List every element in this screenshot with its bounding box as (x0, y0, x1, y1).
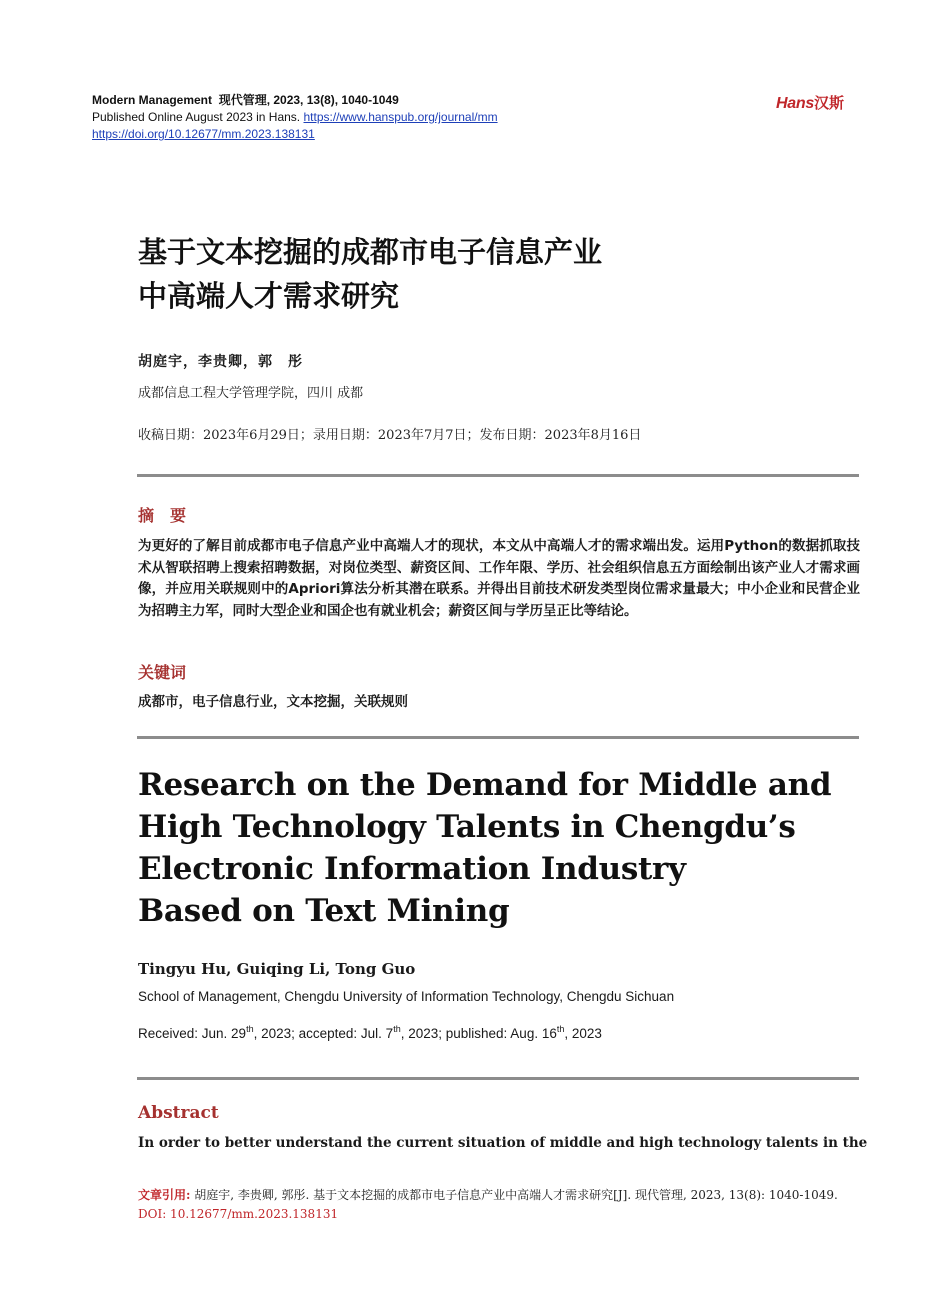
publication-line (92, 110, 498, 125)
doi-line (92, 127, 315, 142)
publisher-logo (776, 92, 844, 113)
divider (137, 736, 859, 739)
authors-en: Tingyu Hu, Guiqing Li, Tong Guo (138, 960, 416, 978)
affiliation-cn: 成都信息工程大学管理学院，四川 成都 (138, 386, 364, 401)
citation-text: 胡庭宇, 李贵卿, 郭彤. 基于文本挖掘的成都市电子信息产业中高端人才需求研究[J]. 现代管理, 2023, 13(8): 1040-1049. (194, 1188, 838, 1202)
journal-issue-info: 现代管理, 2023, 13(8), 1040-1049 (218, 93, 399, 107)
journal-name: Modern Management (92, 93, 213, 107)
abstract-heading-en: Abstract (138, 1103, 219, 1123)
keywords-cn: 成都市，电子信息行业，文本挖掘，关联规则 (138, 694, 408, 710)
abstract-text-cn: 为更好的了解目前成都市电子信息产业中高端人才的现状，本文从中高端人才的需求端出发。运用Python的数据抓取技术从智联招聘上搜索招聘数据，对岗位类型、薪资区间、工作年限、学历、社会组织信息五方面绘制出该产业人才需求画像，并应用关联规则中的Apriori算法分析其潜在联系。并得出目前技术研发类型岗位需求量最大；中小企业和民营企业为招聘主力军，同时大型企业和国企也有就业机会；薪资区间与学历呈正比等结论。 (138, 538, 860, 619)
title-en-line1: Research on the Demand for Middle and (138, 767, 832, 803)
dates-cn: 收稿日期：2023年6月29日；录用日期：2023年7月7日；发布日期：2023年8月16日 (138, 428, 642, 443)
abstract-text-en: In order to better understand the current situation of middle and high technology talents in the (138, 1135, 868, 1151)
citation-label: 文章引用: (138, 1188, 191, 1202)
journal-header (92, 93, 399, 108)
title-cn-line2: 中高端人才需求研究 (138, 279, 400, 313)
title-en-line3: Electronic Information Industry (138, 851, 686, 887)
logo-text-cn: 汉斯 (813, 94, 844, 112)
keywords-heading-cn: 关键词 (138, 663, 187, 682)
divider (137, 1077, 859, 1080)
citation-doi[interactable]: DOI: 10.12677/mm.2023.138131 (138, 1207, 339, 1221)
title-en-line2: High Technology Talents in Chengdu’s (138, 809, 796, 845)
citation-block (138, 1186, 860, 1224)
journal-url-link[interactable]: https://www.hanspub.org/journal/mm (303, 110, 498, 124)
logo-text-en: Hans (776, 95, 814, 112)
published-online-text: Published Online August 2023 in Hans. (92, 110, 301, 124)
paper-title-cn (138, 230, 602, 318)
title-en-line4: Based on Text Mining (138, 893, 510, 929)
authors-cn: 胡庭宇，李贵卿，郭 彤 (138, 354, 303, 370)
doi-url-link[interactable]: https://doi.org/10.12677/mm.2023.138131 (92, 127, 315, 141)
abstract-heading-cn: 摘 要 (138, 506, 187, 525)
title-cn-line1: 基于文本挖掘的成都市电子信息产业 (138, 235, 603, 269)
divider (137, 474, 859, 477)
affiliation-en: School of Management, Chengdu University of Information Technology, Chengdu Sichuan (138, 989, 675, 1004)
dates-en: Received: Jun. 29th, 2023; accepted: Jul. 7th, 2023; published: Aug. 16th, 2023 (138, 1024, 602, 1041)
paper-title-en (138, 764, 860, 932)
